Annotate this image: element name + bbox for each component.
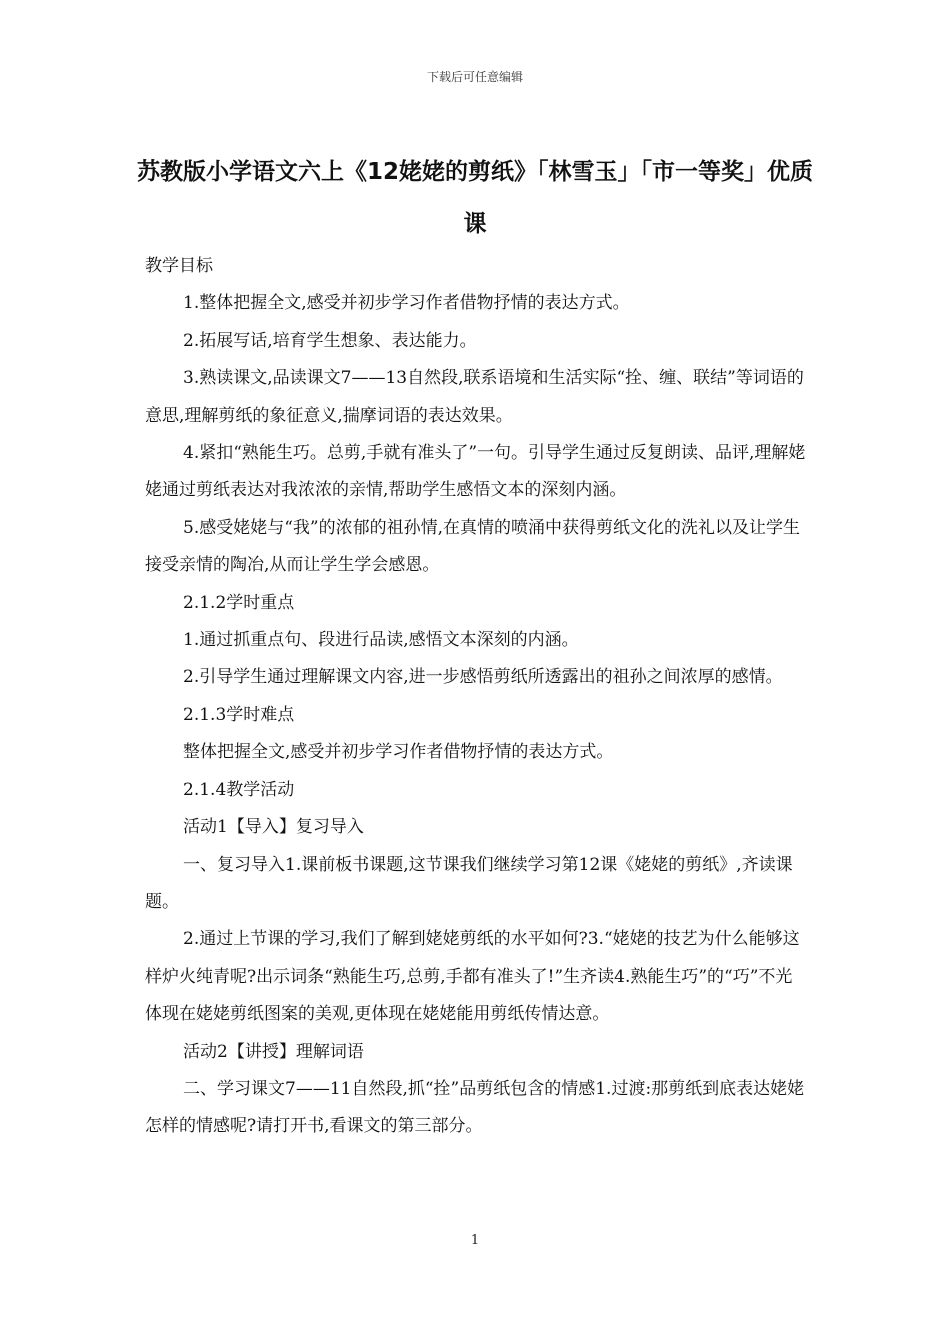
paragraph: 整体把握全文,感受并初步学习作者借物抒情的表达方式。	[183, 742, 614, 763]
paragraph: 2.引导学生通过理解课文内容,进一步感悟剪纸所透露出的祖孙之间浓厚的感情。	[183, 667, 783, 688]
section-heading-key-points: 2.1.2学时重点	[183, 592, 295, 613]
document-body	[145, 248, 807, 1146]
paragraph: 2.通过上节课的学习,我们了解到姥姥剪纸的水平如何?3.“姥姥的技艺为什么能够这样炉火纯青呢?出示词条“熟能生巧,总剪,手都有准头了!”生齐读4.熟能生巧”的“巧”不光体现在姥姥剪纸图案的美观,更体现在姥姥能用剪纸传情达意。	[145, 929, 800, 1025]
paragraph: 4.紧扣“熟能生巧。总剪,手就有准头了”一句。引导学生通过反复朗读、品评,理解姥姥通过剪纸表达对我浓浓的亲情,帮助学生感悟文本的深刻内涵。	[145, 443, 806, 501]
paragraph: 二、学习课文7——11自然段,抓“拴”品剪纸包含的情感1.过渡:那剪纸到底表达姥姥怎样的情感呢?请打开书,看课文的第三部分。	[145, 1078, 805, 1137]
section-heading-objectives: 教学目标	[145, 256, 213, 276]
document-title: 苏教版小学语文六上《12姥姥的剪纸》「林雪玉」「市一等奖」优质课	[136, 159, 813, 237]
activity-heading: 活动1【导入】复习导入	[183, 817, 364, 838]
header-note: 下载后可任意编辑	[426, 70, 523, 84]
paragraph: 1.整体把握全文,感受并初步学习作者借物抒情的表达方式。	[183, 293, 630, 314]
paragraph: 一、复习导入1.课前板书课题,这节课我们继续学习第12课《姥姥的剪纸》,齐读课题。	[145, 854, 793, 912]
paragraph: 1.通过抓重点句、段进行品读,感悟文本深刻的内涵。	[183, 630, 579, 651]
page-number: 1	[470, 1233, 480, 1248]
section-heading-activities: 2.1.4教学活动	[183, 779, 295, 800]
activity-heading: 活动2【讲授】理解词语	[183, 1041, 364, 1062]
paragraph: 2.拓展写话,培育学生想象、表达能力。	[183, 330, 477, 351]
paragraph: 3.熟读课文,品读课文7——13自然段,联系语境和生活实际“拴、缠、联结”等词语的意思,理解剪纸的象征意义,揣摩词语的表达效果。	[145, 368, 804, 426]
paragraph: 5.感受姥姥与“我”的浓郁的祖孙情,在真情的喷涌中获得剪纸文化的洗礼以及让学生接受亲情的陶冶,从而让学生学会感恩。	[145, 517, 801, 576]
section-heading-difficulties: 2.1.3学时难点	[183, 704, 295, 725]
